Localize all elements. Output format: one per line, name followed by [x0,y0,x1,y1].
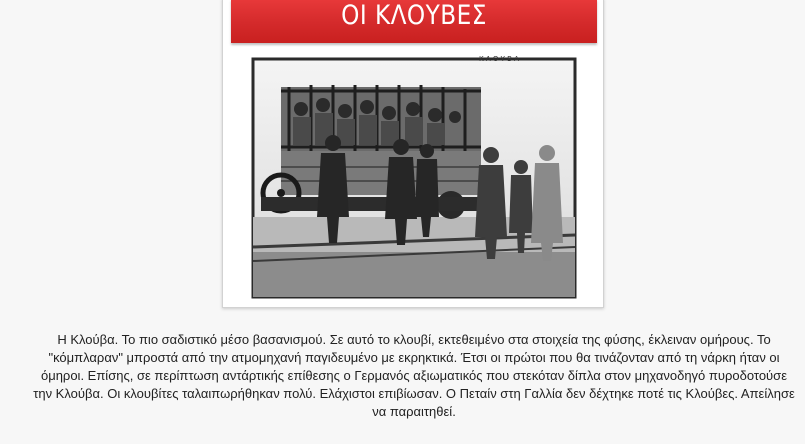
article-figure [222,0,604,308]
title-banner [231,0,597,43]
photo-caption: Η Κλούβα. Το πιο σαδιστικό μέσο βασανισμού. Σε αυτό το κλουβί, εκτεθειμένο στα στοιχεία της φύσης, έκλειναν ομήρους. Το "κόμπλαραν" μπροστά από την ατμομηχανή παγιδευμένο με εκρηκτικά. Έτσι οι πρώτοι που θα τινάζονταν από τη νάρκη ήταν οι όμηροι. Επίσης, σε περίπτωση αντάρτικής επίθεσης ο Γερμανός αξιωματικός που στεκόταν δίπλα στον μηχανοδηγό πυροδοτούσε την Κλούβα. Οι κλουβίτες ταλαιπωρήθηκαν πολύ. Ελάχιστοι επιβίωσαν. Ο Πεταίν στη Γαλλία δεν δέχτηκε ποτέ τις Κλούβες. Απείλησε να παραιτηθεί. [33,332,795,419]
banner-title: ΟΙ ΚΛΟΥΒΕΣ [341,0,487,31]
photo-corner-mark: Κ Λ Ο Υ Β Α [479,55,519,63]
historical-photo [241,47,589,301]
